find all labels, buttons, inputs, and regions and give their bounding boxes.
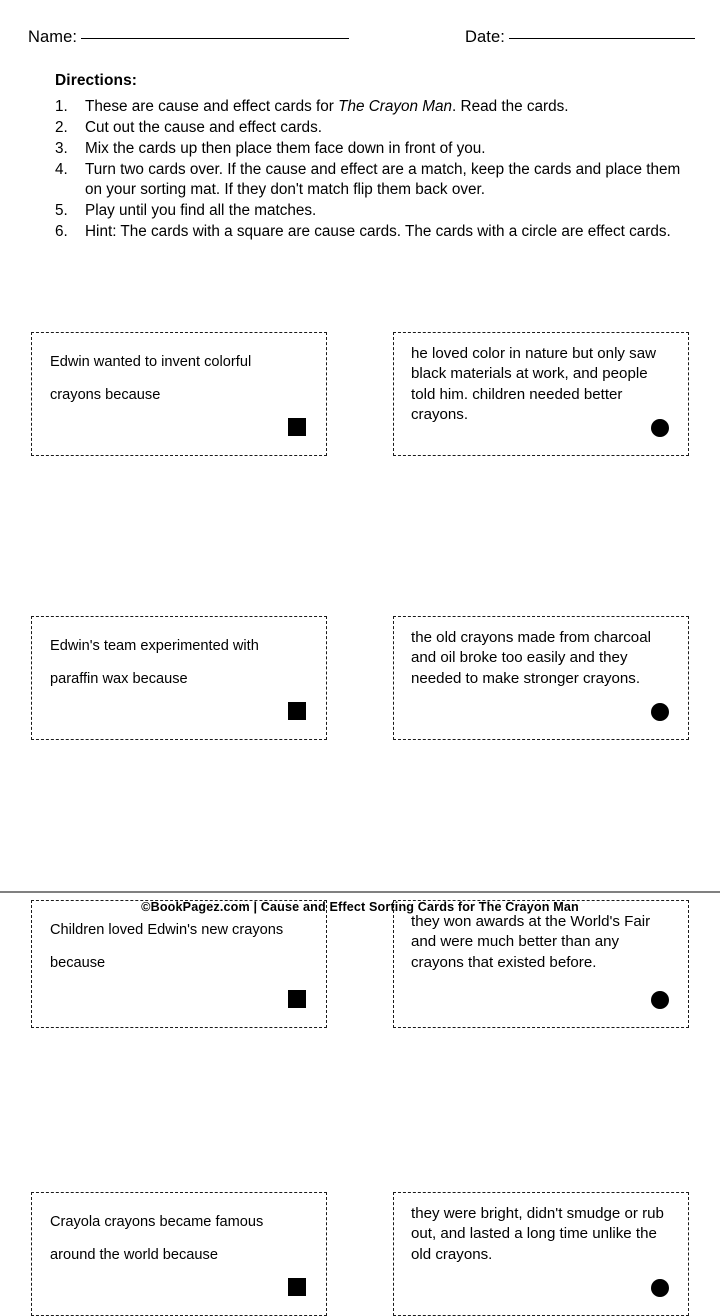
direction-text-lead: Hint: The cards with a square are cause cards. The cards with a circle are effect cards. — [85, 222, 671, 240]
direction-number: 4. — [55, 160, 68, 178]
direction-text — [85, 222, 695, 242]
direction-text-lead: Play until you find all the matches. — [85, 201, 317, 219]
direction-text — [85, 160, 695, 201]
direction-item — [55, 160, 695, 201]
direction-text-lead: Turn two cards over. If the cause and effect are a match, keep the cards and place them on your sorting mat. If they don't match flip them back over. — [85, 160, 681, 198]
cause-card[interactable] — [31, 1192, 327, 1316]
effect-card-text: they won awards at the World's Fair and were much better than any crayons that existed before. — [411, 913, 651, 971]
directions-section — [55, 72, 695, 242]
book-title: The Crayon Man — [338, 98, 453, 115]
direction-text — [85, 118, 695, 138]
direction-number: 2. — [55, 118, 68, 136]
effect-card[interactable] — [393, 900, 689, 1028]
direction-number: 1. — [55, 98, 68, 115]
footer-divider — [0, 891, 720, 893]
card-pair-row — [0, 474, 720, 688]
circle-marker-icon — [651, 991, 669, 1009]
cause-card-text: Children loved Edwin's new crayons because — [50, 922, 284, 972]
direction-text — [85, 139, 695, 159]
direction-text-lead: Mix the cards up then place them face down in front of you. — [85, 139, 486, 157]
name-blank-line[interactable] — [81, 38, 349, 39]
direction-text-tail: . Read the cards. — [452, 98, 569, 115]
direction-number: 3. — [55, 139, 68, 157]
direction-item — [55, 201, 695, 221]
directions-list — [55, 97, 695, 242]
cause-card[interactable] — [31, 332, 327, 456]
direction-number: 5. — [55, 201, 68, 219]
direction-text-lead: Cut out the cause and effect cards. — [85, 118, 322, 136]
direction-text — [85, 201, 695, 221]
square-marker-icon — [288, 1278, 306, 1296]
direction-text — [85, 97, 695, 117]
card-pair-row — [0, 332, 720, 474]
date-blank-line[interactable] — [509, 38, 695, 39]
direction-item — [55, 139, 695, 159]
date-field — [465, 28, 695, 47]
circle-marker-icon — [651, 419, 669, 437]
direction-text-lead: These are cause and effect cards for — [85, 98, 339, 115]
effect-card[interactable] — [393, 1192, 689, 1316]
name-label: Name: — [28, 28, 78, 46]
footer-attribution: ©BookPagez.com | Cause and Effect Sorting Cards for The Crayon Man — [141, 900, 579, 914]
direction-number: 6. — [55, 222, 68, 240]
direction-item — [55, 118, 695, 138]
effect-card[interactable] — [393, 332, 689, 456]
date-label: Date: — [465, 28, 505, 46]
cause-card-text: Edwin's team experimented with paraffin wax because — [50, 638, 259, 688]
effect-card-text: the old crayons made from charcoal and oil broke too easily and they needed to make stronger crayons. — [411, 629, 651, 687]
direction-item — [55, 222, 695, 242]
direction-item — [55, 97, 695, 117]
square-marker-icon — [288, 990, 306, 1008]
cause-card[interactable] — [31, 900, 327, 1028]
square-marker-icon — [288, 418, 306, 436]
name-date-row — [0, 28, 720, 58]
effect-card-text: he loved color in nature but only saw black materials at work, and people told him. children needed better crayons. — [411, 345, 657, 423]
cause-card-text: Edwin wanted to invent colorful crayons because — [50, 354, 252, 404]
effect-card-text: they were bright, didn't smudge or rub out, and lasted a long time unlike the old crayons. — [411, 1205, 664, 1263]
name-field — [28, 28, 349, 47]
cause-card-text: Crayola crayons became famous around the world because — [50, 1214, 264, 1264]
directions-heading: Directions: — [55, 72, 138, 89]
circle-marker-icon — [651, 1279, 669, 1297]
